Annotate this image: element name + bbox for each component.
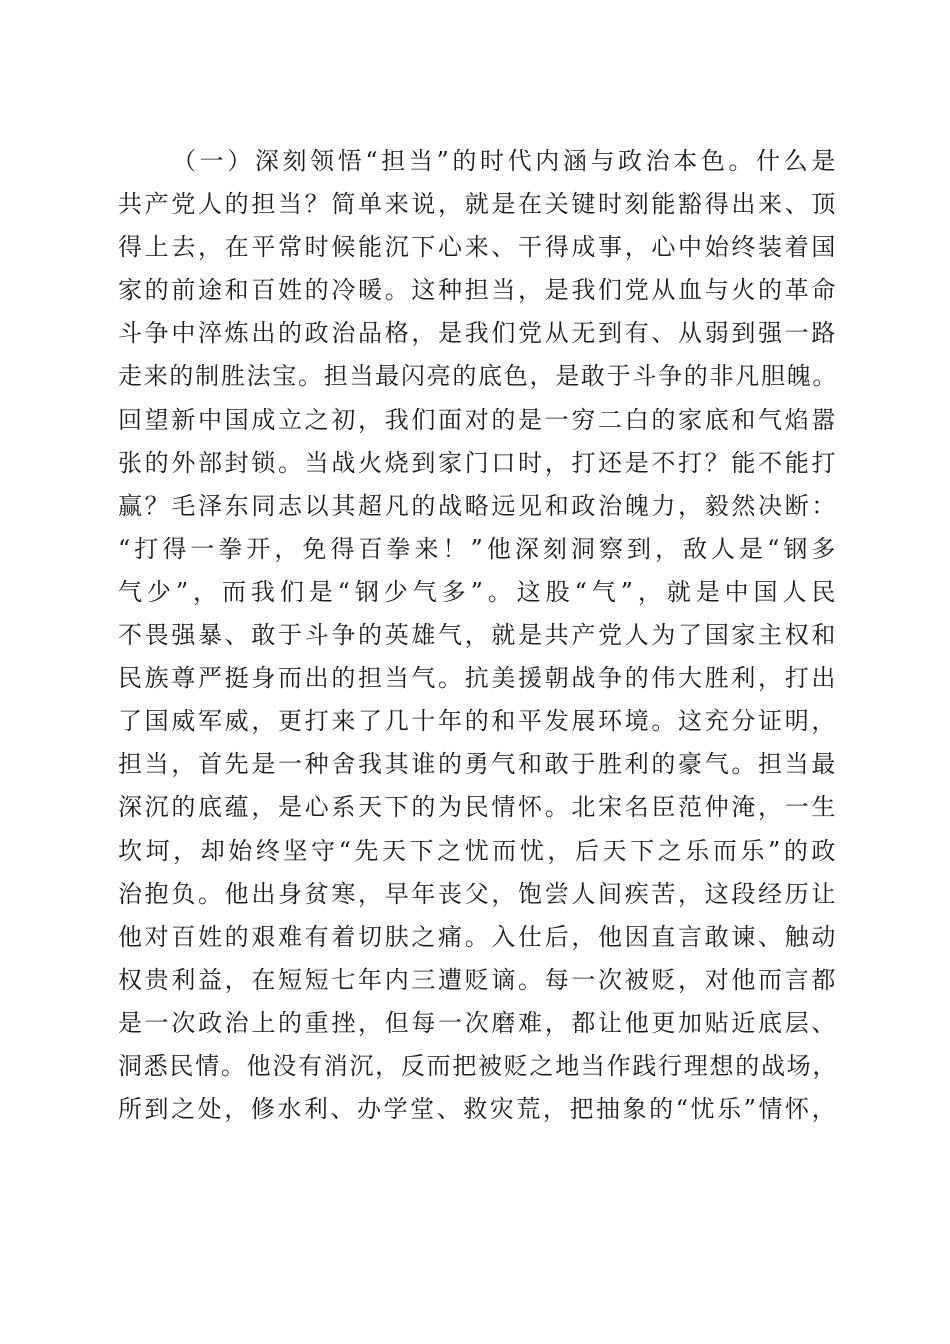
- text-line: 深沉的底蕴，是心系天下的为民情怀。北宋名臣范仲淹，一生: [118, 793, 838, 822]
- text-line: （一）深刻领悟“担当”的时代内涵与政治本色。什么是: [172, 147, 838, 175]
- text-line: 权贵利益，在短短七年内三遭贬谪。每一次被贬，对他而言都: [118, 965, 838, 994]
- text-line: 走来的制胜法宝。担当最闪亮的底色，是敢于斗争的非凡胆魄。: [118, 362, 838, 391]
- body-paragraph: [118, 140, 838, 1131]
- text-line: 担当，首先是一种舍我其谁的勇气和敢于胜利的豪气。担当最: [118, 750, 838, 779]
- text-line: 了国威军威，更打来了几十年的和平发展环境。这充分证明，: [118, 707, 838, 736]
- text-line: 洞悉民情。他没有消沉，反而把被贬之地当作践行理想的战场，: [118, 1051, 838, 1080]
- text-line: 所到之处，修水利、办学堂、救灾荒，把抽象的“忧乐”情怀，: [118, 1095, 838, 1124]
- text-line: 气少”，而我们是“钢少气多”。这股“气”，就是中国人民: [118, 577, 838, 606]
- text-line: 张的外部封锁。当战火烧到家门口时，打还是不打？能不能打: [118, 448, 838, 477]
- text-line: 赢？毛泽东同志以其超凡的战略远见和政治魄力，毅然决断：: [118, 491, 838, 520]
- text-line: 坎坷，却始终坚守“先天下之忧而忧，后天下之乐而乐”的政: [118, 836, 838, 865]
- text-line: 斗争中淬炼出的政治品格，是我们党从无到有、从弱到强一路: [118, 319, 838, 348]
- text-line: 治抱负。他出身贫寒，早年丧父，饱尝人间疾苦，这段经历让: [118, 879, 838, 908]
- text-line: 得上去，在平常时候能沉下心来、干得成事，心中始终装着国: [118, 233, 838, 262]
- text-line: 共产党人的担当？简单来说，就是在关键时刻能豁得出来、顶: [118, 190, 838, 219]
- text-line: 是一次政治上的重挫，但每一次磨难，都让他更加贴近底层、: [118, 1008, 838, 1037]
- text-line: 回望新中国成立之初，我们面对的是一穷二白的家底和气焰嚣: [118, 405, 838, 434]
- text-line: 不畏强暴、敢于斗争的英雄气，就是共产党人为了国家主权和: [118, 621, 838, 650]
- text-line: “打得一拳开，免得百拳来！”他深刻洞察到，敌人是“钢多: [118, 534, 838, 563]
- text-line: 民族尊严挺身而出的担当气。抗美援朝战争的伟大胜利，打出: [118, 664, 838, 693]
- text-line: 他对百姓的艰难有着切肤之痛。入仕后，他因直言敢谏、触动: [118, 922, 838, 951]
- text-line: 家的前途和百姓的冷暖。这种担当，是我们党从血与火的革命: [118, 276, 838, 305]
